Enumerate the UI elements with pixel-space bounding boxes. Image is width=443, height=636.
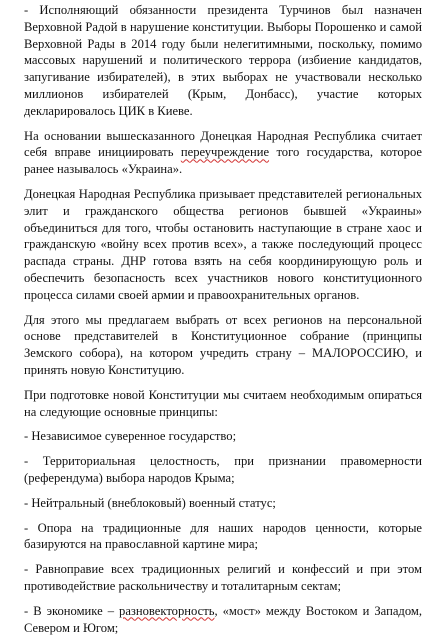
paragraph-4 bbox=[24, 312, 422, 379]
paragraph-4-text: Для этого мы предлагаем выбрать от всех регионов на персональной основе представителей в Конституционное собрание (принципы Земского собора), на котором учредить страну – МАЛОРОССИЮ, и принять новую Конституцию. bbox=[24, 312, 422, 377]
paragraph-2-text-end: того государства, которое ранее называлось «Украина». bbox=[24, 145, 422, 177]
principle-item-3-text: - Нейтральный (внеблоковый) военный статус; bbox=[24, 495, 276, 510]
principle-item-2-text: - Территориальная целостность, при признании правомерности (референдума) выбора народов Крыма; bbox=[24, 454, 422, 485]
principle-item-6-text-end: , «мост» между Востоком и Западом, Севером и Югом; bbox=[24, 603, 422, 635]
paragraph-5 bbox=[24, 387, 422, 421]
principle-item-5 bbox=[24, 561, 422, 595]
paragraph-3 bbox=[24, 186, 422, 304]
paragraph-2-text-start: На основании вышесказанного Донецкая Народная Республика считает себя вправе инициировать bbox=[24, 128, 422, 160]
principle-item-3 bbox=[24, 495, 422, 512]
paragraph-2 bbox=[24, 128, 422, 178]
paragraph-5-text: При подготовке новой Конституции мы считаем необходимым опираться на следующие основные принципы: bbox=[24, 387, 422, 419]
spellcheck-flagged-word[interactable]: разновекторность bbox=[119, 603, 215, 618]
principle-item-4-text: - Опора на традиционные для наших народов ценности, которые базируются на православной картине мира; bbox=[24, 520, 422, 552]
principle-item-2 bbox=[24, 453, 422, 487]
principle-item-1-text: - Независимое суверенное государство; bbox=[24, 429, 237, 444]
principle-item-4 bbox=[24, 520, 422, 554]
principle-item-5-text: - Равноправие всех традиционных религий и конфессий и при этом противодействие раскольничеству и тоталитарным сектам; bbox=[24, 562, 422, 593]
spellcheck-flagged-word[interactable]: переучреждение bbox=[180, 145, 270, 160]
paragraph-1-text: - Исполняющий обязанности президента Турчинов был назначен Верховной Радой в нарушение конституции. Выборы Порошенко и самой Верховной Рады в 2014 году были нелегитимными, поскольку, помимо массовых нарушений и политического террора (избиение кандидатов, запугивание избирателей), в этих выборах не участвовали несколько миллионов избирателей (Крым, Донбасс), участие которых декларировалось ЦИК в Киеве. bbox=[24, 3, 422, 118]
principle-item-6-text-start: - В экономике – bbox=[24, 603, 120, 618]
paragraph-3-text: Донецкая Народная Республика призывает представителей региональных элит и гражданского общества регионов бывшей «Украины» объединиться для того, чтобы остановить наступающие в стране хаос и гражданскую «войну всех против всех», а также последующий процесс распада страны. ДНР готова взять на себя координирующую роль и обеспечить безопасность всех участников нового конституционного процесса силами своей армии и правоохранительных органов. bbox=[24, 186, 422, 302]
principle-item-1 bbox=[24, 428, 422, 445]
principle-item-6 bbox=[24, 603, 422, 636]
paragraph-1 bbox=[24, 2, 422, 120]
